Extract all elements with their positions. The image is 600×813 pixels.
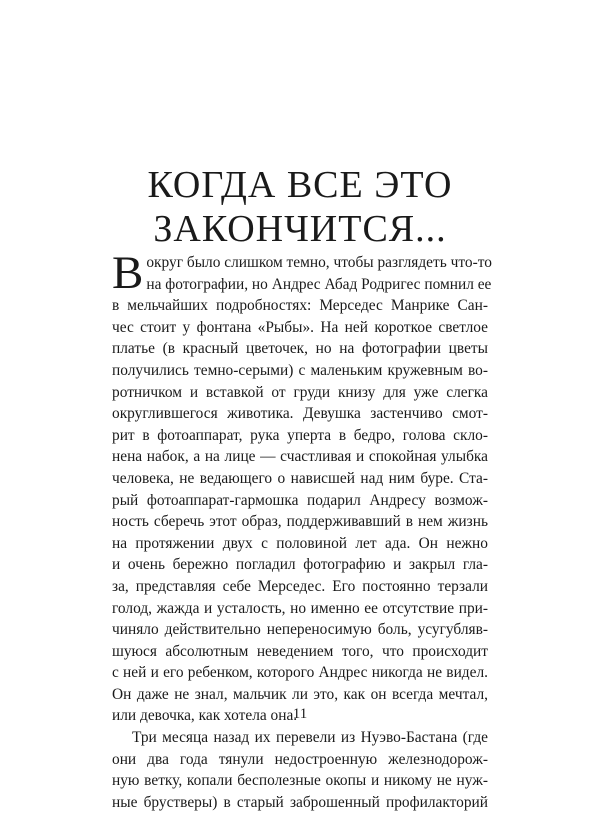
paragraph-2-line: Три месяца назад их перевели из Нуэво-Бастана (где	[132, 729, 488, 747]
paragraph-1-line: за, представляя себе Мерседес. Его постоянно терзали	[112, 577, 488, 595]
paragraph-1-line: в мельчайших подробностях: Мерседес Манрике Сан-	[112, 297, 488, 315]
paragraph-1-line: чес стоит у фонтана «Рыбы». На ней короткое светлое	[112, 318, 488, 336]
paragraph-1-line: шуюся абсолютным неведением того, что происходит	[112, 642, 488, 660]
paragraph-1-line: человека, не ведающего о нависшей над ним буре. Ста-	[112, 469, 488, 487]
paragraph-2-line: ную ветку, копали бесполезные окопы и никому не нуж-	[112, 772, 488, 790]
paragraph-1	[112, 247, 492, 727]
paragraph-1-line: нена набок, а на лице — счастливая и спокойная улыбка	[112, 448, 488, 466]
chapter-title-line-1: КОГДА ВСЕ ЭТО	[147, 164, 453, 206]
chapter-title-line-2: ЗАКОНЧИТСЯ...	[153, 208, 447, 250]
paragraph-1-line: получились темно-серыми) с маленьким кружевным во-	[112, 361, 488, 379]
paragraph-1-line: и очень бережно погладил фотографию и закрыл гла-	[112, 556, 488, 574]
chapter-title	[100, 163, 500, 251]
paragraph-2-line: они два года тянули недостроенную железнодорож-	[112, 750, 488, 768]
paragraph-1-line: рит в фотоаппарат, рука уперта в бедро, голова скло-	[112, 426, 488, 444]
paragraph-1-line: платье (в красный цветочек, но на фотографии цветы	[112, 340, 488, 358]
paragraph-2-line: ные брустверы) в старый заброшенный профилакторий	[112, 793, 488, 811]
paragraph-1-line: на протяжении двух с половиной лет ада. Он нежно	[112, 534, 488, 552]
paragraph-1-line: округ было слишком темно, чтобы разглядеть что-то	[146, 254, 492, 271]
paragraph-1-line: рый фотоаппарат-гармошка подарил Андресу возмож-	[112, 491, 488, 509]
paragraph-1-line: чиняло действительно непереносимую боль, усугубляв-	[112, 621, 488, 639]
paragraph-1-line: округлившегося животика. Девушка застенчиво смот-	[112, 405, 488, 423]
paragraph-1-line: или девочка, как хотела она.	[112, 707, 298, 725]
page-number: 11	[292, 706, 308, 722]
paragraph-2	[112, 727, 488, 813]
paragraph-1-line: на фотографии, но Андрес Абад Родригес помнил ее	[146, 275, 492, 293]
paragraph-1-line: с ней и его ребенком, которого Андрес никогда не видел.	[112, 664, 488, 682]
body-text	[112, 247, 492, 813]
paragraph-1-line: Он даже не знал, мальчик ли это, как он всегда мечтал,	[112, 685, 488, 703]
paragraph-1-line: ность сберечь этот образ, поддерживавший в нем жизнь	[112, 513, 488, 531]
drop-cap-letter: В	[112, 247, 144, 299]
paragraph-1-line: ротничком и вставкой от груди книзу для уже слегка	[112, 383, 488, 401]
paragraph-1-line: голод, жажда и усталость, но именно ее отсутствие при-	[112, 599, 488, 617]
